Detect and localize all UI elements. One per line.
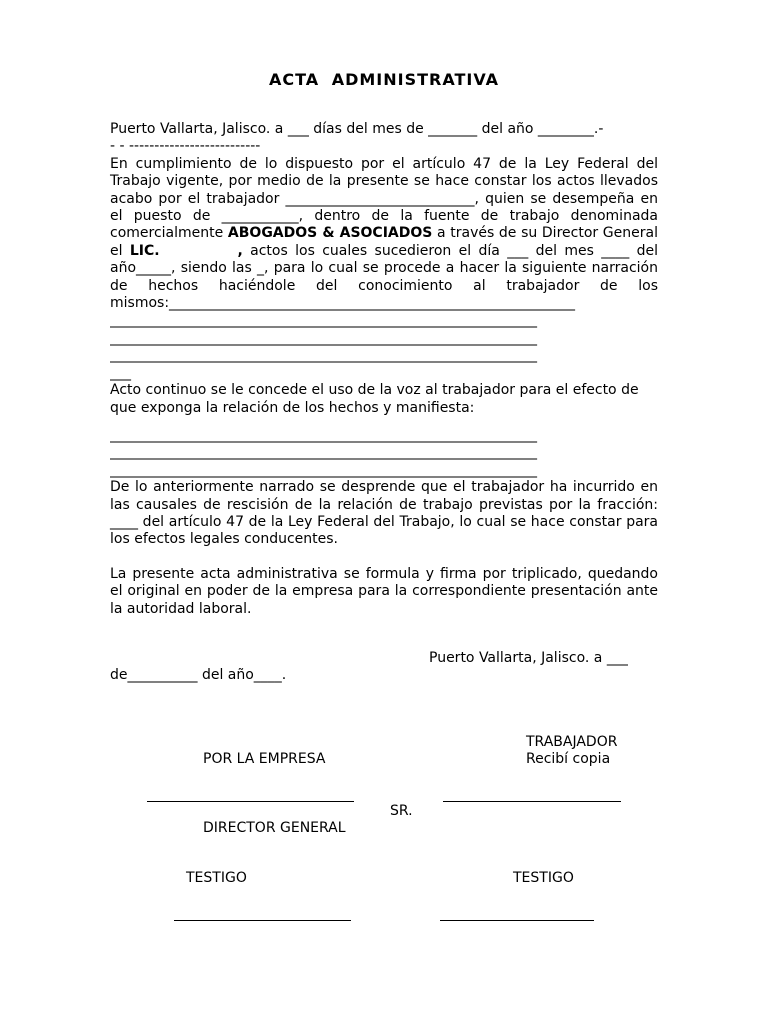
paragraph-intro-part1: En cumplimiento de lo dispuesto por el artículo 47 de la Ley Federal del Trabajo vigente, por medio de la presente se hace constar los actos llevados acabo por el trabajador ___________________________, quien se desempeña en el puesto de ___________, dentro de la fuente de trabajo denominada comercialmente [110, 155, 658, 242]
paragraph-triplicate: La presente acta administrativa se formula y firma por triplicado, quedando el original en poder de la empresa para la correspondiente presentación ante la autoridad laboral. [110, 565, 658, 617]
por-la-empresa-label: POR LA EMPRESA [203, 751, 326, 767]
testigo-right-label: TESTIGO [513, 870, 574, 886]
closing-place-date: Puerto Vallarta, Jalisco. a ___ [429, 650, 628, 666]
paragraph-voice: Acto continuo se le concede el uso de la voz al trabajador para el efecto de que exponga la relación de los hechos y manifiesta: [110, 382, 639, 416]
closing-year-line: de__________ del año____. [110, 667, 287, 683]
sr-label: SR. [390, 803, 413, 819]
company-name: ABOGADOS & ASOCIADOS [227, 225, 433, 242]
paragraph-conclusion: De lo anteriormente narrado se desprende que el trabajador ha incurrido en las causales de rescisión de la relación de trabajo previstas por la fracción: ____ del artículo 47 de la Ley Federal del Trabajo, lo cual se hace constar para los efectos legales conducentes. [110, 479, 658, 548]
signature-line-testigo-right [440, 920, 594, 921]
blank-line: _____________________________________________________________ [110, 312, 537, 329]
blank-line: _____________________________________________________________ [110, 347, 537, 364]
lic-label: LIC. , [129, 242, 243, 259]
signature-line-trabajador [443, 801, 621, 802]
blank-line: ___ [110, 364, 131, 381]
blank-line: _____________________________________________________________ [110, 461, 537, 478]
signature-line-testigo-left [174, 920, 351, 921]
paragraph-intro-part2: a través de su Director General el [110, 225, 658, 259]
director-general-label: DIRECTOR GENERAL [203, 820, 346, 836]
blank-line: _____________________________________________________________ [110, 329, 537, 346]
document-body [110, 121, 658, 618]
testigo-left-label: TESTIGO [186, 870, 247, 886]
blank-line: _____________________________________________________________ [110, 444, 537, 461]
paragraph-intro [110, 156, 658, 313]
header-line: Puerto Vallarta, Jalisco. a ___ días del mes de _______ del año ________.- [110, 121, 604, 137]
document-title: ACTA ADMINISTRATIVA [268, 70, 500, 89]
signature-line-empresa [147, 801, 354, 802]
recibi-copia-label: Recibí copia [526, 751, 611, 767]
paragraph-intro-part3: actos los cuales sucedieron el día ___ del mes ____ del año_____, siendo las _, para lo cual se procede a hacer la siguiente narración de hechos haciéndole del conocimiento al trabajador de los mismos:__________________________________________________________ [110, 242, 659, 312]
trabajador-label: TRABAJADOR [526, 734, 618, 750]
header-dashes: - - -------------------------- [110, 138, 261, 155]
blank-line: _____________________________________________________________ [110, 426, 537, 443]
